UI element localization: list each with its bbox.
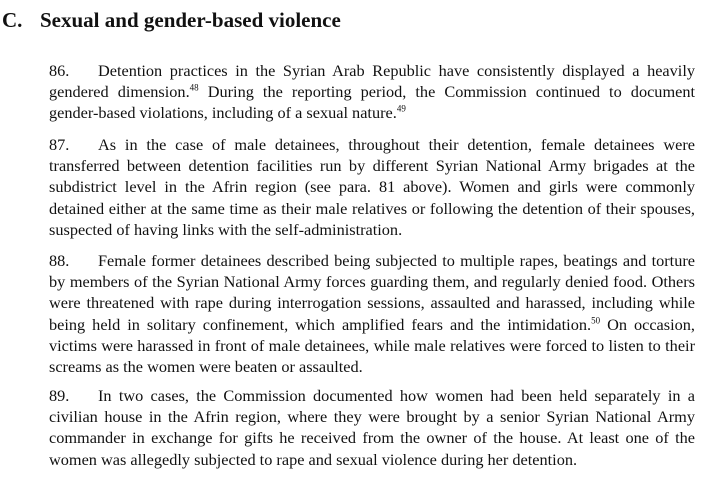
paragraph-number: 86. — [49, 61, 70, 80]
paragraph-88 — [49, 250, 695, 377]
paragraph-text: During the reporting period, the Commission continued to document gender-based violations, including of a sexual nature. — [49, 82, 696, 123]
paragraph-text: As in the case of male detainees, throughout their detention, female detainees were transferred between detention facilities run by different Syrian National Army brigades at the subdistrict level in the Afrin region (see para. 81 above). Women and girls were commonly detained either at the same time as their male relatives or following the detention of their spouses, suspected of having links with the self-administration. — [49, 135, 695, 239]
section-letter: C. — [2, 8, 23, 32]
paragraph-text: Female former detainees described being subjected to multiple rapes, beatings and torture by members of the Syrian National Army forces guarding them, and regularly denied food. Others were threatened with rape during interrogation sessions, assaulted and harassed, including while being held in solitary confinement, which amplified fears and the intimidation. — [49, 251, 695, 334]
paragraph-89 — [49, 385, 695, 470]
footnote-ref[interactable]: 50 — [591, 315, 601, 326]
paragraph-87 — [49, 134, 695, 240]
paragraph-text: Detention practices in the Syrian Arab Republic have consistently displayed a heavily gendered dimension. — [49, 61, 695, 102]
paragraph-number: 89. — [49, 386, 70, 405]
paragraph-number: 88. — [49, 251, 70, 270]
paragraph-text: In two cases, the Commission documented how women had been held separately in a civilian house in the Afrin region, where they were brought by a senior Syrian National Army commander in exchange for gifts he received from the owner of the house. At least one of the women was allegedly subjected to rape and sexual violence during her detention. — [49, 386, 695, 469]
paragraph-text: On occasion, victims were harassed in front of male detainees, while male relatives were forced to listen to their screams as the women were beaten or assaulted. — [49, 314, 695, 377]
footnote-ref[interactable]: 48 — [189, 82, 199, 93]
section-title: Sexual and gender-based violence — [40, 8, 341, 32]
paragraph-number: 87. — [49, 135, 70, 154]
section-heading — [2, 8, 341, 33]
footnote-ref[interactable]: 49 — [396, 103, 406, 114]
paragraph-86 — [49, 60, 695, 124]
